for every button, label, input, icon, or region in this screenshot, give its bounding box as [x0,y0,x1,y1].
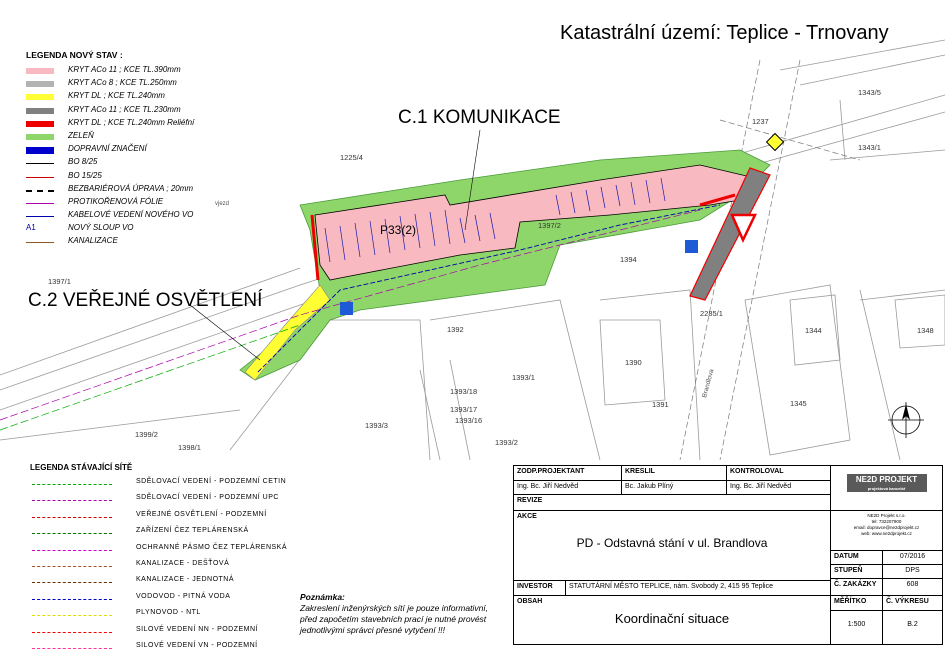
legend-new-item [18,171,238,184]
entrance-label: vjezd [215,201,230,207]
legend-existing-item [18,560,308,576]
company-info-3: email: dopravce@ne2dprojekt.cz [853,525,920,530]
legend-label: BEZBARIÉROVÁ ÚPRAVA ; 20mm [68,183,194,193]
legend-label: NOVÝ SLOUP VO [68,223,134,233]
parcel-number: 1399/2 [135,430,158,439]
legend-swatch [26,121,54,127]
legend-label: SILOVÉ VEDENÍ NN - PODZEMNÍ [136,625,259,633]
legend-new-item [18,197,238,210]
akce-cell [514,511,831,581]
legend-existing-item [18,478,308,494]
legend-swatch [26,163,54,164]
stupen-label: STUPEŇ [831,565,883,579]
legend-swatch [26,190,54,192]
legend-existing-title: LEGENDA STÁVAJÍCÍ SÍTĚ [30,463,133,472]
legend-new-item [18,105,238,118]
legend-label: OCHRANNÉ PÁSMO ČEZ TEPLÁRENSKÁ [136,543,288,551]
legend-existing-item [18,593,308,609]
legend-label: KRYT DL ; KCE TL.240mm [68,91,165,101]
parcel-number: 1393/3 [365,421,388,430]
legend-new-item [18,184,238,197]
legend-line [32,615,112,616]
legend-swatch [26,147,54,154]
akce-label: AKCE [517,513,537,520]
legend-line [32,484,112,485]
legend-new-title: LEGENDA NOVÝ STAV : [26,50,123,60]
legend-line [32,517,112,518]
legend-new-state [18,50,238,250]
legend-swatch [26,242,54,243]
legend-existing-item [18,626,308,642]
company-info-4: web: www.ne2dprojekt.cz [861,531,912,536]
company-name: NE2D PROJEKT [855,475,918,484]
label-osvetleni: C.2 VEŘEJNÉ OSVĚTLENÍ [28,290,263,311]
legend-existing-item [18,494,308,510]
parcel-number: 1392 [447,325,464,334]
note-line-2: před započetím stavebních prací je nutné provést [300,614,487,624]
parcel-number: 1390 [625,358,642,367]
legend-existing-item [18,609,308,625]
legend-existing-item [18,544,308,560]
zakazky-label: Č. ZAKÁZKY [831,579,883,596]
legend-label: VEŘEJNÉ OSVĚTLENÍ - PODZEMNÍ [136,510,267,518]
legend-label: KRYT ACo 8 ; KCE TL.250mm [68,78,177,88]
note-line-1: Zakreslení inženýrských sítí je pouze informativní, [300,603,489,613]
company-info-2: tel: 732207900 [871,519,902,524]
parcel-number: 1237 [752,117,769,126]
label-komunikace: C.1 KOMUNIKACE [398,107,561,128]
legend-label: KANALIZACE [68,236,118,246]
legend-line [32,550,112,551]
legend-existing [18,463,308,658]
parcel-number: 1397/2 [538,221,561,230]
datum-label: DATUM [831,551,883,565]
note-title: Poznámka: [300,592,345,602]
legend-new-item [18,144,238,157]
vykres-value: B.2 [907,621,918,628]
obsah-label: OBSAH [517,598,543,605]
parcel-main-label: P33(2) [380,223,417,237]
zodp-label: ZODP.PROJEKTANT [514,466,622,481]
legend-line [32,566,112,567]
stupen-value: DPS [883,565,942,579]
legend-label: ZELEŇ [68,130,94,140]
legend-new-item [18,78,238,91]
legend-swatch [26,81,54,87]
legend-line [32,632,112,633]
legend-existing-item [18,511,308,527]
legend-new-item [18,131,238,144]
legend-existing-item [18,576,308,592]
legend-label: VODOVOD - PITNÁ VODA [136,592,231,600]
parcel-number: 1393/2 [495,438,518,447]
kontroloval-value: Ing. Bc. Jiří Nedvěd [727,481,831,495]
legend-label: PLYNOVOD - NTL [136,609,201,617]
legend-line [32,500,112,501]
legend-label: KRYT DL ; KCE TL.240mm Reliéfní [68,117,195,127]
datum-value: 07/2016 [883,551,942,565]
legend-new-item [18,91,238,104]
legend-label: SILOVÉ VEDENÍ VN - PODZEMNÍ [136,641,258,649]
cadastral-title: Katastrální území: Teplice - Trnovany [560,22,889,44]
legend-swatch: A1 [26,223,36,233]
legend-label: SDĚLOVACÍ VEDENÍ - PODZEMNÍ CETIN [136,478,287,485]
akce-value: PD - Odstavná stání v ul. Brandlova [576,536,768,550]
legend-new-item [18,236,238,249]
parcel-number: 1393/17 [450,405,478,414]
kontroloval-label: KONTROLOVAL [727,466,831,481]
legend-label: BO 15/25 [68,170,102,180]
zakazky-value: 608 [883,579,942,596]
legend-label: SDĚLOVACÍ VEDENÍ - PODZEMNÍ UPC [136,494,279,502]
legend-label: PROTIKOŘENOVÁ FÓLIE [68,196,164,206]
parcel-number: 1398/1 [178,443,201,452]
parcel-number: 2285/1 [700,309,723,318]
legend-swatch [26,68,54,74]
legend-swatch [26,134,54,140]
legend-new-item [18,210,238,223]
legend-label: BO 8/25 [68,157,98,167]
legend-existing-item [18,527,308,543]
legend-swatch [26,94,54,100]
legend-label: ZAŘÍZENÍ ČEZ TEPLÁRENSKÁ [136,527,249,535]
meritko-value: 1:500 [831,611,883,644]
investor-value: STATUTÁRNÍ MĚSTO TEPLICE, nám. Svobody 2, 415 95 Teplice [566,581,831,596]
parcel-number: 1393/1 [512,373,535,382]
legend-new-item [18,157,238,170]
legend-new-item [18,65,238,78]
obsah-value: Koordinační situace [614,611,730,626]
parcel-number: 1391 [652,400,669,409]
meritko-label: MĚŘÍTKO [831,596,883,611]
parcel-number: 1344 [805,326,822,335]
legend-label: KANALIZACE - DEŠŤOVÁ [136,559,230,567]
legend-line [32,582,112,583]
parcel-number: 1397/1 [48,277,71,286]
legend-label: KABELOVÉ VEDENÍ NOVÉHO VO [68,210,194,220]
title-block [513,465,943,645]
parcel-number: 1343/5 [858,88,881,97]
street-name: Brandlova [701,368,716,399]
obsah-cell [514,596,831,644]
legend-swatch [26,216,54,217]
legend-existing-item [18,642,308,658]
company-sub: projektová kancelář [867,486,906,491]
parcel-number: 1345 [790,399,807,408]
kreslil-label: KRESLIL [622,466,727,481]
company-info [831,511,942,551]
company-logo [831,466,942,511]
investor-label: INVESTOR [514,581,566,596]
legend-label: KRYT ACo 11 ; KCE TL.390mm [68,65,181,74]
kreslil-value: Bc. Jakub Plíný [622,481,727,495]
parcel-number: 1343/1 [858,143,881,152]
legend-swatch [26,108,54,114]
legend-label: KANALIZACE - JEDNOTNÁ [136,576,235,584]
company-info-1: NE2D Projekt s.r.o. [867,513,906,518]
legend-swatch [26,177,54,178]
parcel-number: 1393/18 [450,387,478,396]
parcel-number: 1393/16 [455,416,483,425]
zodp-value: Ing. Bc. Jiří Nedvěd [514,481,622,495]
note-line-3: jednotlivými správci přesné vytyčení !!! [300,625,446,635]
note [300,592,488,636]
legend-line [32,599,112,600]
vykres-label: Č. VÝKRESU [883,596,942,611]
legend-swatch [26,203,54,204]
legend-line [32,648,112,649]
legend-label: KRYT ACo 11 ; KCE TL.230mm [68,104,181,114]
parcel-number: 1394 [620,255,637,264]
parcel-number: 1348 [917,326,934,335]
legend-line [32,533,112,534]
revize-label: REVIZE [514,495,831,511]
parcel-number: 1225/4 [340,153,363,162]
legend-new-item [18,118,238,131]
legend-new-item [18,223,238,236]
legend-label: DOPRAVNÍ ZNAČENÍ [68,144,147,154]
